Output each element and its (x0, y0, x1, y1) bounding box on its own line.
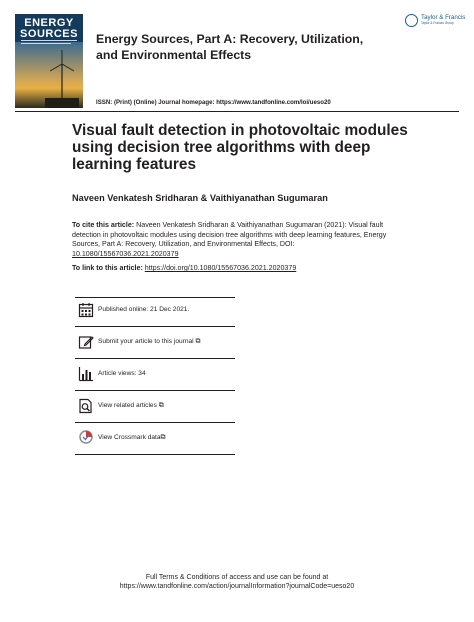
edit-icon (78, 334, 94, 350)
citation-text: Naveen Venkatesh Sridharan & Vaithiyanathan Sugumaran (2021): Visual fault detection in photovoltaic modules using decision tree algorithms with deep learning features, Energy Sources, Part A: Recovery, Utilization, and Environmental Effects, DOI: (72, 221, 387, 249)
info-related-articles[interactable] (75, 398, 235, 428)
footer-terms (0, 573, 474, 592)
article-link-block (72, 264, 296, 272)
info-article-views (75, 366, 235, 396)
journal-homepage-link[interactable]: https://www.tandfonline.com/loi/ueso20 (216, 99, 331, 106)
crossmark-link[interactable]: View Crossmark data⧉ (98, 434, 166, 441)
publisher-name: Taylor & Francis (421, 14, 466, 21)
related-articles-link[interactable]: View related articles ⧉ (98, 402, 164, 409)
external-link-icon: ⧉ (158, 402, 164, 409)
article-title: Visual fault detection in photovoltaic modules using decision tree algorithms with deep learning features (72, 122, 408, 173)
publisher-logo[interactable] (405, 14, 467, 28)
journal-title[interactable]: Energy Sources, Part A: Recovery, Utilization, and Environmental Effects (96, 32, 364, 62)
footer-terms-link[interactable]: https://www.tandfonline.com/action/journalInformation?journalCode=ueso20 (119, 583, 355, 591)
info-published (75, 302, 235, 332)
info-crossmark[interactable] (75, 430, 235, 460)
journal-issn-homepage (96, 99, 331, 106)
journal-cover-image (15, 14, 83, 108)
article-authors: Naveen Venkatesh Sridharan & Vaithiyanathan Sugumaran (72, 193, 328, 203)
header-divider (15, 111, 459, 112)
citation-label: To cite this article: (72, 221, 135, 229)
article-doi-link[interactable]: https://doi.org/10.1080/15567036.2021.2020379 (144, 264, 297, 272)
submit-article-link[interactable]: Submit your article to this journal ⧉ (98, 338, 201, 345)
publisher-tagline: Taylor & Francis Group (421, 21, 454, 25)
footer-line1: Full Terms & Conditions of access and use can be found at (145, 574, 329, 581)
crossmark-icon (78, 430, 94, 446)
external-link-icon: ⧉ (160, 434, 166, 441)
article-link-label: To link to this article: (72, 264, 145, 272)
external-link-icon: ⧉ (195, 338, 201, 345)
cover-title-line1: ENERGY (24, 17, 74, 29)
bar-chart-icon (78, 366, 94, 382)
citation-doi-link[interactable]: 10.1080/15567036.2021.2020379 (72, 249, 179, 258)
published-date-text: Published online: 21 Dec 2021. (98, 306, 190, 313)
article-views-text: Article views: 34 (98, 370, 146, 377)
calendar-icon (78, 302, 94, 318)
search-doc-icon (78, 398, 94, 414)
info-top-divider (75, 297, 235, 298)
citation-block (72, 221, 402, 259)
issn-label: ISSN: (Print) (Online) Journal homepage: (96, 99, 217, 106)
taylor-francis-logo-icon (405, 14, 418, 27)
wind-turbine-icon (45, 50, 79, 108)
cover-title-line2: SOURCES (20, 28, 78, 40)
info-submit-article[interactable] (75, 334, 235, 364)
